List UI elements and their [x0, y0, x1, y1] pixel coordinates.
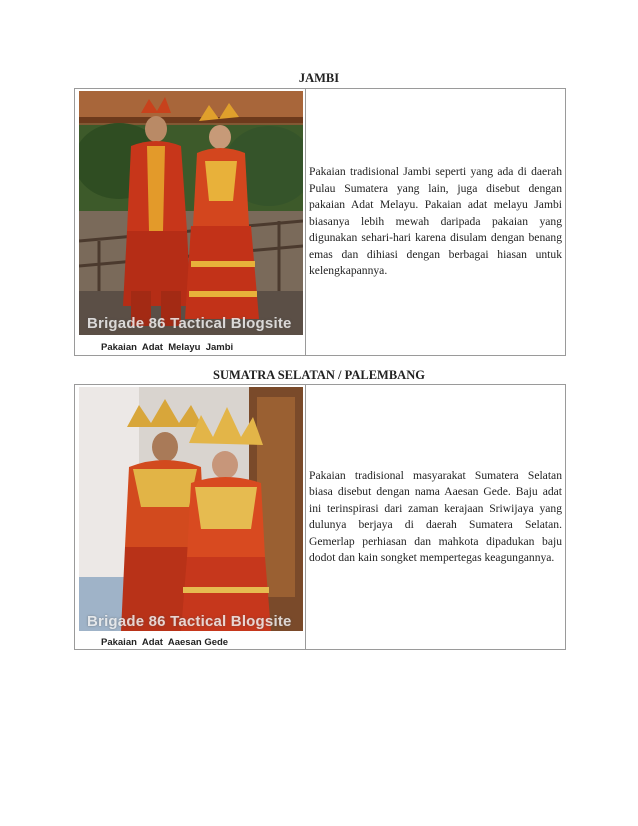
table-palembang — [74, 384, 566, 650]
caption-palembang: Pakaian Adat Aaesan Gede — [101, 637, 229, 648]
description-palembang: Pakaian tradisional masyarakat Sumatera Selatan biasa disebut dengan nama Aaesan Gede. Baju adat ini terinspirasi dari zaman kerajaan Sriwijaya yang dulunya berjaya di daerah Sumatera Selatan. Gemerlap perhiasan dan mahkota dipadukan baju dodot dan kain songket mempertegas keagungannya. — [309, 468, 562, 564]
caption-jambi: Pakaian Adat Melayu Jambi — [101, 342, 234, 353]
image-cell-palembang — [75, 385, 306, 649]
photo-jambi-couple — [79, 91, 303, 335]
table-jambi — [74, 88, 566, 356]
image-cell-jambi — [75, 89, 306, 355]
section-title-jambi: JAMBI — [298, 71, 340, 85]
watermark-text: Brigade 86 Tactical Blogsite — [87, 613, 292, 630]
section-title-palembang: SUMATRA SELATAN / PALEMBANG — [213, 368, 425, 382]
photo-palembang-couple — [79, 387, 303, 631]
description-jambi: Pakaian tradisional Jambi seperti yang ada di daerah Pulau Sumatera yang lain, juga disebut dengan pakaian Adat Melayu. Pakaian adat melayu Jambi biasanya lebih mewah daripada pakaian yang digunakan sehari-hari karena disulam dengan benang emas dan dihiasi dengan berbagai hiasan untuk kelengkapannya. — [309, 165, 562, 278]
text-cell-palembang — [306, 385, 565, 649]
text-cell-jambi — [306, 89, 565, 355]
watermark-text: Brigade 86 Tactical Blogsite — [87, 315, 292, 332]
